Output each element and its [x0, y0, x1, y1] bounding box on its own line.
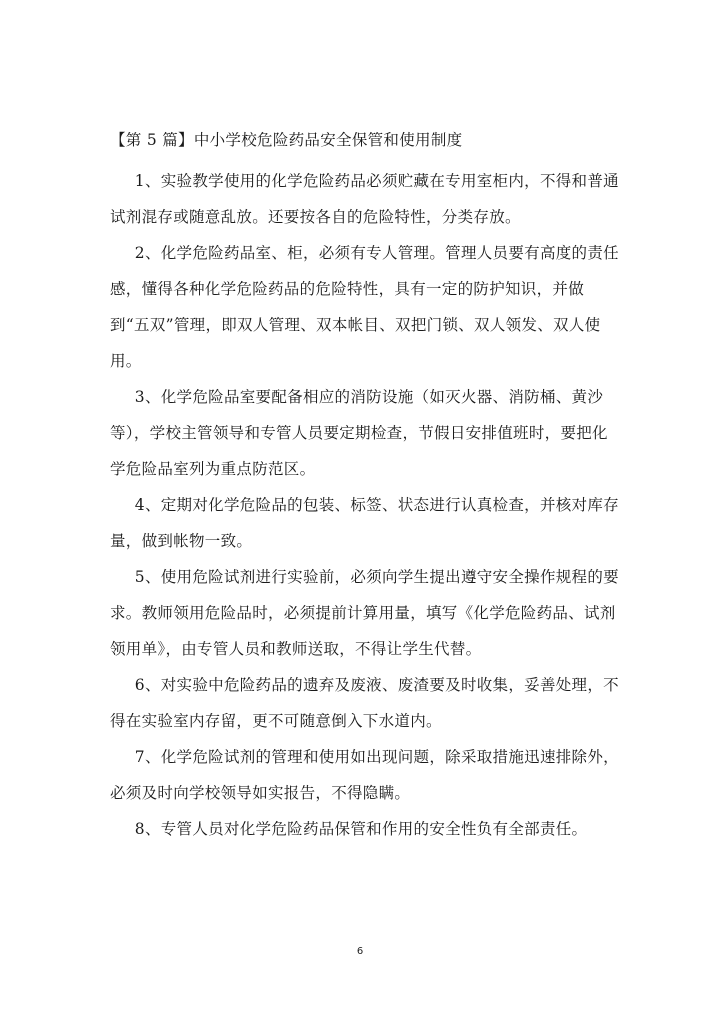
paragraph-4: 4、定期对化学危险品的包装、标签、状态进行认真检查，并核对库存量，做到帐物一致。: [110, 496, 619, 550]
paragraph-7: 7、化学危险试剂的管理和使用如出现问题，除采取措施迅速排除外，必须及时向学校领导如实报告，不得隐瞒。: [110, 748, 619, 802]
paragraph-6: 6、对实验中危险药品的遗弃及废液、废渣要及时收集，妥善处理，不得在实验室内存留，更不可随意倒入下水道内。: [110, 676, 619, 730]
document-title: 【第 5 篇】中小学校危险药品安全保管和使用制度: [110, 131, 463, 149]
paragraph-1: 1、实验教学使用的化学危险药品必须贮藏在专用室柜内，不得和普通试剂混存或随意乱放。还要按各自的危险特性，分类存放。: [110, 172, 619, 226]
paragraph-3: 3、化学危险品室要配备相应的消防设施（如灭火器、消防桶、黄沙等），学校主管领导和专管人员要定期检查，节假日安排值班时，要把化学危险品室列为重点防范区。: [110, 388, 608, 478]
document-body: [110, 128, 620, 847]
paragraph-8: 8、专管人员对化学危险药品保管和作用的安全性负有全部责任。: [134, 820, 588, 838]
page-number: 6: [356, 946, 364, 957]
paragraph-2: 2、化学危险药品室、柜，必须有专人管理。管理人员要有高度的责任感，懂得各种化学危险药品的危险特性，具有一定的防护知识，并做到“五双”管理，即双人管理、双本帐目、双把门锁、双人领发、双人使用。: [110, 244, 619, 370]
paragraph-5: 5、使用危险试剂进行实验前，必须向学生提出遵守安全操作规程的要求。教师领用危险品时，必须提前计算用量，填写《化学危险药品、试剂领用单》，由专管人员和教师送取，不得让学生代替。: [110, 568, 619, 658]
